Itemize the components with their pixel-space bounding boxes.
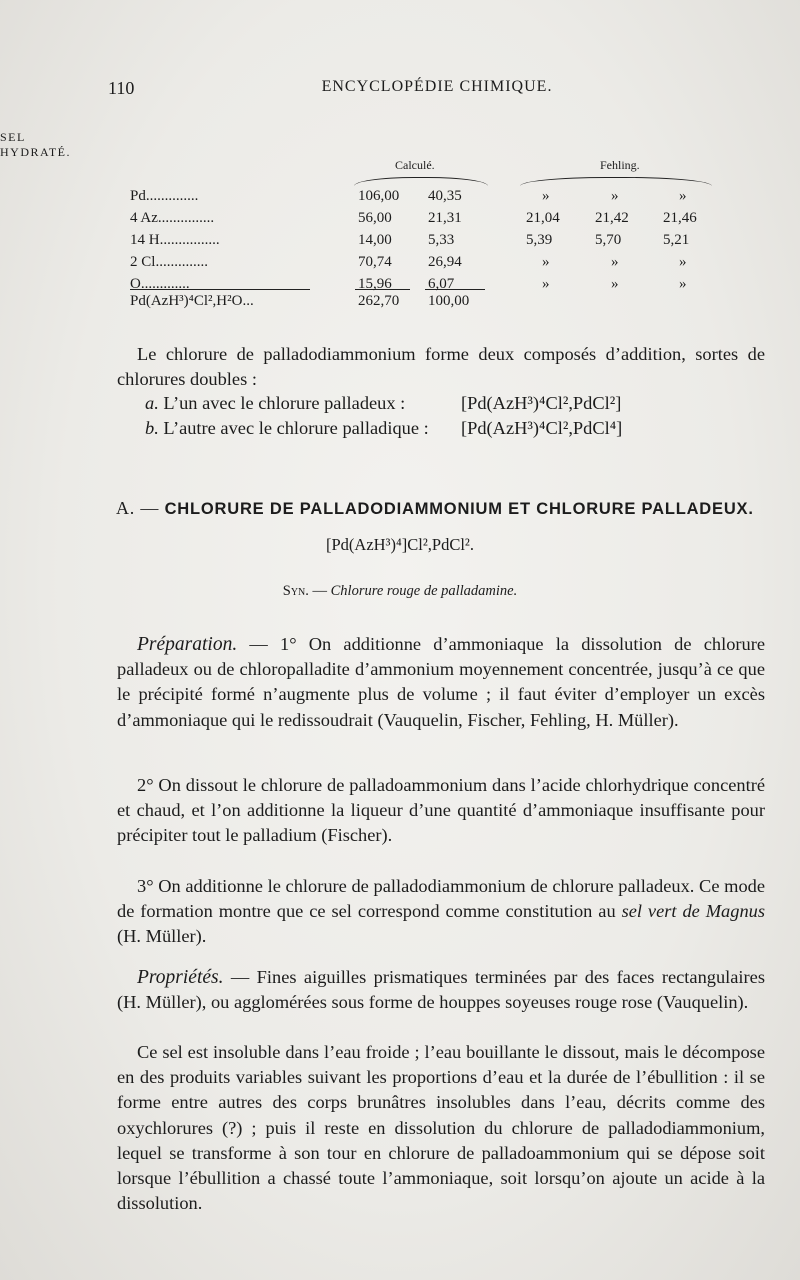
table-cell-f3: » bbox=[679, 276, 687, 292]
table-cell-f1: » bbox=[542, 188, 550, 204]
item-a: a. L’un avec le chlorure palladeux : [Pd(AzH³)⁴Cl²,PdCl²] bbox=[145, 393, 622, 413]
table-row-label: 14 H................ bbox=[130, 232, 220, 248]
table-cell-c2: 26,94 bbox=[428, 254, 462, 270]
running-title: ENCYCLOPÉDIE CHIMIQUE. bbox=[321, 78, 553, 95]
table-row-label: O............. bbox=[130, 276, 190, 292]
total-calcule-2: 100,00 bbox=[428, 293, 470, 309]
section-heading: A. — CHLORURE DE PALLADODIAMMONIUM ET CHLORURE PALLADEUX. bbox=[116, 498, 754, 518]
document-page: 110 ENCYCLOPÉDIE CHIMIQUE. SEL HYDRATÉ. Calculé. Fehling. Pd.............. 106,00 40,35 » » » 4 Az............... 56,00 21,31 21,04 21,42 21,46 14 H................ 14,00 5,33 5,39 5,70 5,21 2 Cl.............. 70,74 26,94 » » » O............. 15,96 6,07 » » » Pd(AzH³)⁴Cl²,H²O... 262,70 100,00 Le chlorure de palladodiammonium forme deux composés d’addition, sortes de chlorures doubles : a. L’un avec le chlorure palladeux : [Pd(AzH³)⁴Cl²,PdCl²] b. L’autre avec le chlorure palladique : [Pd(AzH³)⁴Cl²,PdCl⁴] A. — CHLORURE DE PALLADODIAMMONIUM ET CHLORURE PALLADEUX. [Pd(AzH³)⁴]Cl²,PdCl². Syn. — Chlorure rouge de palladamine. Préparation. — 1° On additionne d’ammoniaque la dissolution de chlorure palladeux ou de chloropalladite d’ammonium moyennement concentrée, jusqu’à ce que le précipité formé n’augmente plus de volume ; il faut éviter d’employer un excès d’ammoniaque qui le redissoudrait (Vauquelin, Fischer, Fehling, H. Müller). 2° On dissout le chlorure de palladoammonium dans l’acide chlorhydrique concentré et chaud, et l’on additionne la liqueur d’une quantité d’ammoniaque insuffisante pour précipiter tout le palladium (Fischer). 3° On additionne le chlorure de palladodiammonium de chlorure palladeux. Ce mode de formation montre que ce sel correspond comme constitution au sel vert de Magnus (H. Müller). Propriétés. — Fines aiguilles prismatiques terminées par des faces rectangulaires (H. Müller), ou agglomérées sous forme de houppes soyeuses rouge rose (Vauquelin). Ce sel est insoluble dans l’eau froide ; l’eau bouillante le dissout, mais le décompose en des produits variables suivant les proportions d’eau et la durée de l’ébullition : il se forme entre autres des corps brunâtres insolubles dans l’eau, décrits comme des oxychlorures (?) ; puis il reste en dissolution du chlorure de palladodiammonium, lequel se transforme à son tour en chlorure de palladoammonium qui se dépose soit lorsque l’ébullition a chassé toute l’ammoniaque, soit lorsqu’on ajoute un acide à la dissolution. bbox=[0, 0, 800, 1280]
preparation-paragraph-1: Préparation. — 1° On additionne d’ammoniaque la dissolution de chlorure palladeux ou de chloropalladite d’ammonium moyennement concentrée, jusqu’à ce que le précipité formé n’augmente plus de volume ; il faut éviter d’employer un excès d’ammoniaque qui le redissoudrait (Vauquelin, Fischer, Fehling, H. Müller). bbox=[117, 634, 765, 730]
table-cell-f2: » bbox=[611, 188, 619, 204]
table-cell-f1: » bbox=[542, 254, 550, 270]
magnus-salt: sel vert de Magnus bbox=[621, 901, 765, 922]
section-formula: [Pd(AzH³)⁴]Cl²,PdCl². bbox=[325, 535, 474, 554]
synonym-line: Syn. — Chlorure rouge de palladamine. bbox=[282, 583, 518, 599]
total-calcule-1: 262,70 bbox=[358, 293, 400, 309]
table-cell-f1: 21,04 bbox=[526, 210, 560, 226]
table-cell-f2: 5,70 bbox=[595, 232, 622, 248]
running-header bbox=[108, 78, 766, 102]
preparation-paragraph-3: 3° On additionne le chlorure de palladodiammonium de chlorure palladeux. Ce mode de formation montre que ce sel correspond comme constitution au sel vert de Magnus (H. Müller). bbox=[117, 876, 765, 947]
table-row-label: 4 Az............... bbox=[130, 210, 215, 226]
table-cell-c1: 14,00 bbox=[358, 232, 392, 248]
fehling-brace bbox=[520, 177, 712, 186]
preparation-paragraph-2: 2° On dissout le chlorure de palladoammonium dans l’acide chlorhydrique concentré et chaud, et l’on additionne la liqueur d’une quantité d’ammoniaque insuffisante pour précipiter tout le palladium (Fischer). bbox=[117, 775, 765, 846]
item-b: b. L’autre avec le chlorure palladique : [Pd(AzH³)⁴Cl²,PdCl⁴] bbox=[145, 418, 623, 438]
total-label: Pd(AzH³)⁴Cl²,H²O... bbox=[130, 293, 254, 309]
preparation-title: Préparation. bbox=[137, 634, 238, 655]
column-group-fehling: Fehling. bbox=[600, 158, 640, 172]
proprietes-title: Propriétés. bbox=[137, 967, 224, 988]
table-cell-f1: 5,39 bbox=[526, 232, 553, 248]
table-cell-f3: 21,46 bbox=[663, 210, 697, 226]
proprietes-paragraph-2: Ce sel est insoluble dans l’eau froide ; l’eau bouillante le dissout, mais le décompose en des produits variables suivant les proportions d’eau et la durée de l’ébullition : il se forme entre autres des corps brunâtres insolubles dans l’eau, décrits comme des oxychlorures (?) ; puis il reste en dissolution du chlorure de palladodiammonium, lequel se transforme à son tour en chlorure de palladoammonium qui se dépose soit lorsque l’ébullition a chassé toute l’ammoniaque, soit lorsqu’on ajoute un acide à la dissolution. bbox=[117, 1042, 765, 1214]
table-cell-f2: » bbox=[611, 276, 619, 292]
table-cell-f3: » bbox=[679, 188, 687, 204]
table-cell-c2: 40,35 bbox=[428, 188, 462, 204]
column-group-calcule: Calculé. bbox=[395, 158, 435, 172]
intro-paragraph: Le chlorure de palladodiammonium forme deux composés d’addition, sortes de chlorures doubles : bbox=[117, 344, 765, 390]
table-cell-f1: » bbox=[542, 276, 550, 292]
total-rule-label bbox=[130, 289, 310, 290]
table-cell-c1: 56,00 bbox=[358, 210, 392, 226]
table-cell-c2: 21,31 bbox=[428, 210, 462, 226]
table-cell-c2: 5,33 bbox=[428, 232, 455, 248]
table-cell-c2: 6,07 bbox=[428, 276, 455, 292]
table-cell-c1: 106,00 bbox=[358, 188, 400, 204]
proprietes-paragraph-1: Propriétés. — Fines aiguilles prismatiques terminées par des faces rectangulaires (H. Müller), ou agglomérées sous forme de houppes soyeuses rouge rose (Vauquelin). bbox=[117, 967, 765, 1013]
table-cell-f2: 21,42 bbox=[595, 210, 629, 226]
total-rule-c2 bbox=[425, 289, 485, 290]
table-row-label: Pd.............. bbox=[130, 188, 199, 204]
table-cell-f3: 5,21 bbox=[663, 232, 690, 248]
table-cell-c1: 15,96 bbox=[358, 276, 392, 292]
table-cell-f2: » bbox=[611, 254, 619, 270]
page-number: 110 bbox=[108, 78, 135, 98]
calcule-brace bbox=[354, 177, 488, 186]
total-rule-c1 bbox=[355, 289, 410, 290]
table-cell-c1: 70,74 bbox=[358, 254, 392, 270]
table-row-label: 2 Cl.............. bbox=[130, 254, 208, 270]
table-cell-f3: » bbox=[679, 254, 687, 270]
